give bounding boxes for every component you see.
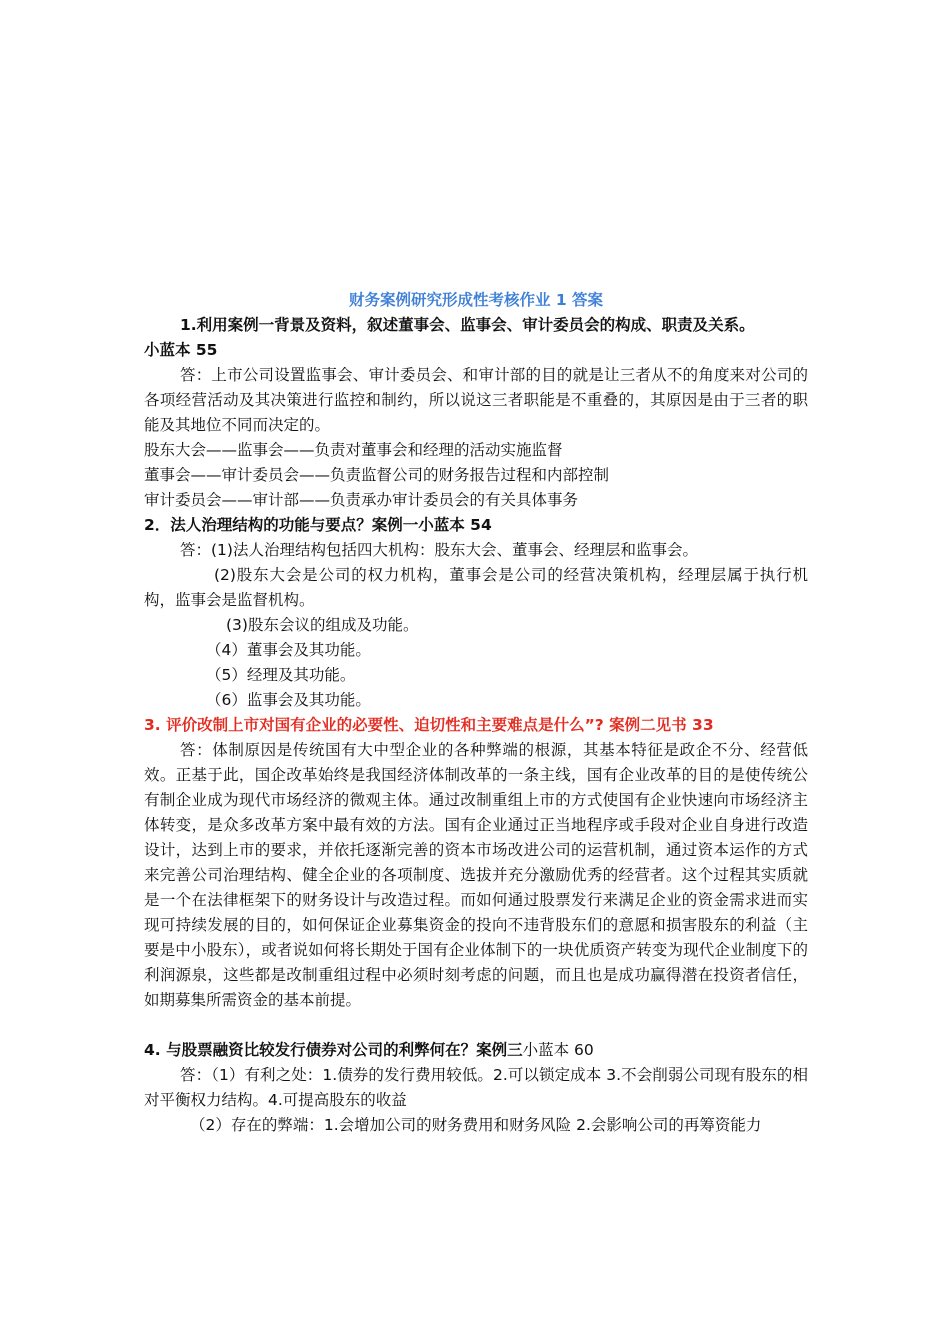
- answer-2-item-2: (2)股东大会是公司的权力机构，董事会是公司的经营决策机构，经理层属于执行机构，监事会是监督机构。: [144, 566, 808, 609]
- document-body: [144, 288, 808, 1138]
- relation-line-3: 审计委员会——审计部——负责承办审计委员会的有关具体事务: [144, 491, 579, 509]
- answer-2-item-5: （5）经理及其功能。: [206, 666, 356, 684]
- relation-line-1: 股东大会——监事会——负责对董事会和经理的活动实施监督: [144, 441, 563, 459]
- relation-line-2: 董事会——审计委员会——负责监督公司的财务报告过程和内部控制: [144, 466, 610, 484]
- answer-1: 答：上市公司设置监事会、审计委员会、和审计部的目的就是让三者从不的角度来对公司的各项经营活动及其决策进行监控和制约，所以说这三者职能是不重叠的，其原因是由于三者的职能及其地位不同而决定的。: [144, 366, 808, 434]
- answer-2-item-3: (3)股东会议的组成及功能。: [226, 616, 419, 634]
- answer-2-item-1: 答：(1)法人治理结构包括四大机构：股东大会、董事会、经理层和监事会。: [180, 541, 698, 559]
- answer-4-disadvantages: （2）存在的弊端：1.会增加公司的财务费用和财务风险 2.会影响公司的再筹资能力: [190, 1116, 762, 1134]
- document-title: 财务案例研究形成性考核作业 1 答案: [348, 291, 604, 309]
- question-3: 3. 评价改制上市对国有企业的必要性、迫切性和主要难点是什么”? 案例二见书 33: [144, 716, 714, 734]
- question-2: 2．法人治理结构的功能与要点？案例一小蓝本 54: [144, 516, 492, 534]
- question-1: 1.利用案例一背景及资料，叙述董事会、监事会、审计委员会的构成、职责及关系。: [180, 316, 755, 334]
- answer-2-item-6: （6）监事会及其功能。: [206, 691, 371, 709]
- question-4-reference: 小蓝本 60: [522, 1041, 594, 1059]
- question-4-line: [144, 1038, 808, 1063]
- answer-3: 答：体制原因是传统国有大中型企业的各种弊端的根源，其基本特征是政企不分、经营低效。正基于此，国企改革始终是我国经济体制改革的一条主线，国有企业改革的目的是使传统公有制企业成为现代市场经济的微观主体。通过改制重组上市的方式使国有企业快速向市场经济主体转变，是众多改革方案中最有效的方法。国有企业通过正当地程序或手段对企业自身进行改造设计，达到上市的要求，并依托逐渐完善的资本市场改进公司的运营机制，通过资本运作的方式来完善公司治理结构、健全企业的各项制度、选拔并充分激励优秀的经营者。这个过程其实质就是一个在法律框架下的财务设计与改造过程。而如何通过股票发行来满足企业的资金需求进而实现可持续发展的目的，如何保证企业募集资金的投向不违背股东们的意愿和损害股东的利益（主要是中小股东），或者说如何将长期处于国有企业体制下的一块优质资产转变为现代企业制度下的利润源泉，这些都是改制重组过程中必须时刻考虑的问题，而且也是成功赢得潜在投资者信任，如期募集所需资金的基本前提。: [144, 741, 808, 1009]
- answer-4-advantages: 答：（1）有利之处：1.债券的发行费用较低。2.可以锁定成本 3.不会削弱公司现有股东的相对平衡权力结构。4.可提高股东的收益: [144, 1066, 808, 1109]
- question-4: 4. 与股票融资比较发行债券对公司的利弊何在？案例三: [144, 1041, 523, 1059]
- paragraph-spacer: [144, 1013, 808, 1038]
- answer-2-item-4: （4）董事会及其功能。: [206, 641, 371, 659]
- question-1-reference: 小蓝本 55: [144, 341, 218, 359]
